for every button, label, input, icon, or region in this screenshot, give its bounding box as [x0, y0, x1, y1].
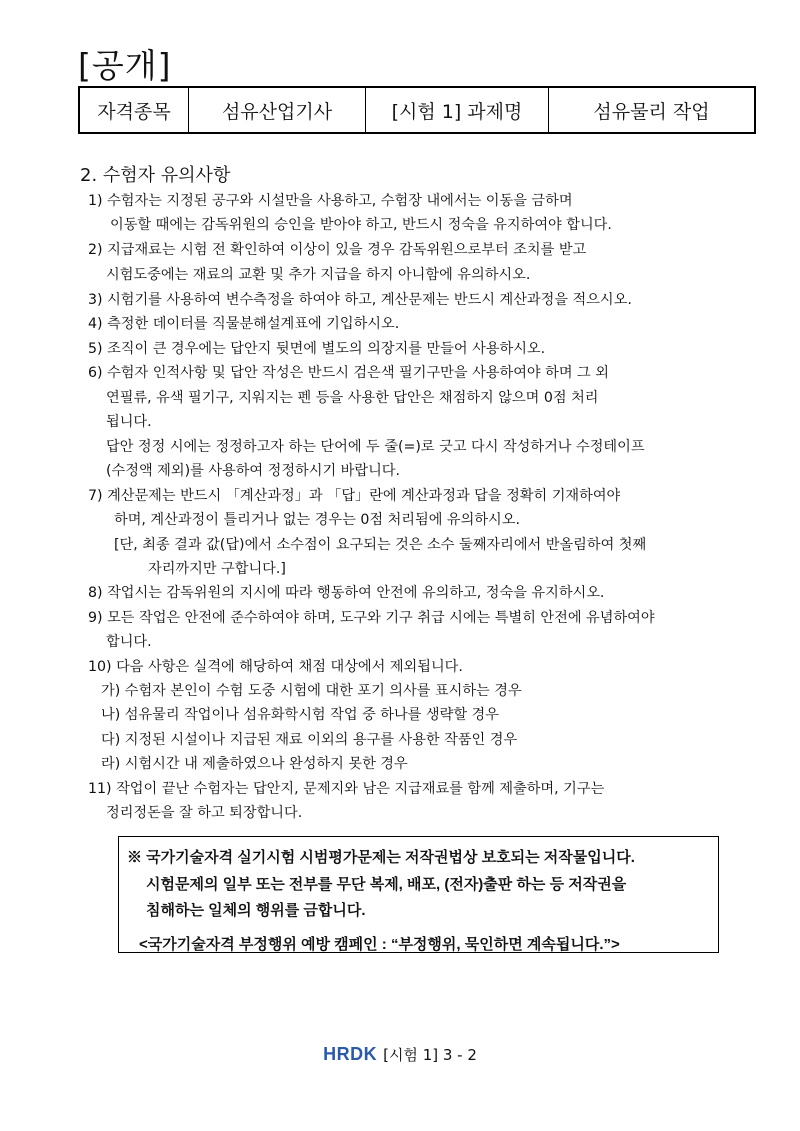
- notice-line: 11) 작업이 끝난 수험자는 답안지, 문제지와 남은 지급재료를 함께 제출하며, 기구는: [88, 781, 605, 797]
- notice-line: 시험도중에는 재료의 교환 및 추가 지급을 하지 아니함에 유의하시오.: [106, 267, 531, 283]
- copyright-notice-box: [118, 836, 719, 953]
- notice-line: 4) 측정한 데이터를 직물분해설계표에 기입하시오.: [88, 316, 400, 332]
- notice-line: 5) 조직이 큰 경우에는 답안지 뒷면에 별도의 의장지를 만들어 사용하시오.: [88, 341, 546, 357]
- hrdk-logo: HRDK: [323, 1044, 378, 1064]
- notice-line: 자리까지만 구합니다.]: [148, 561, 286, 577]
- publication-label: [공개]: [78, 46, 172, 85]
- notice-line: 6) 수험자 인적사항 및 답안 작성은 반드시 검은색 필기구만을 사용하여야 하며 그 외: [88, 365, 609, 381]
- notice-line: 정리정돈을 잘 하고 퇴장합니다.: [106, 805, 303, 821]
- notice-line: 10) 다음 사항은 실격에 해당하여 채점 대상에서 제외됩니다.: [88, 659, 463, 675]
- notice-line: 가) 수험자 본인이 수험 도중 시험에 대한 포기 의사를 표시하는 경우: [101, 683, 522, 699]
- notice-line: 라) 시험시간 내 제출하였으나 완성하지 못한 경우: [101, 756, 408, 772]
- notice-line: 다) 지정된 시설이나 지급된 재료 이외의 용구를 사용한 작품인 경우: [101, 732, 518, 748]
- section-title: 2. 수험자 유의사항: [80, 165, 231, 186]
- notice-line: 7) 계산문제는 반드시 「계산과정」과 「답」란에 계산과정과 답을 정확히 기재하여야: [88, 488, 621, 504]
- task-label: [시험 1] 과제명: [366, 87, 549, 133]
- notice-line: 하며, 계산과정이 틀리거나 없는 경우는 0점 처리됨에 유의하시오.: [114, 512, 520, 528]
- copyright-line: ※ 국가기술자격 실기시험 시범평가문제는 저작권법상 보호되는 저작물입니다.: [127, 849, 635, 866]
- notice-line: 이동할 때에는 감독위원의 승인을 받아야 하고, 반드시 정숙을 유지하여야 합니다.: [110, 217, 612, 233]
- exam-info-table: [78, 86, 756, 134]
- campaign-line: <국가기술자격 부정행위 예방 캠페인 : “부정행위, 묵인하면 계속됩니다.”>: [139, 936, 620, 953]
- notice-line: 연필류, 유색 필기구, 지워지는 펜 등을 사용한 답안은 채점하지 않으며 0점 처리: [106, 390, 599, 406]
- qualification-label: 자격종목: [79, 87, 189, 133]
- page-footer: [0, 1044, 800, 1065]
- copyright-line: 침해하는 일체의 행위를 금합니다.: [146, 902, 366, 919]
- notice-line: 9) 모든 작업은 안전에 준수하여야 하며, 도구와 기구 취급 시에는 특별히 안전에 유념하여야: [88, 610, 655, 626]
- notice-line: 3) 시험기를 사용하여 변수측정을 하여야 하고, 계산문제는 반드시 계산과정을 적으시오.: [88, 292, 632, 308]
- notice-line: 답안 정정 시에는 정정하고자 하는 단어에 두 줄(=)로 긋고 다시 작성하거나 수정테이프: [106, 439, 645, 455]
- notice-line: 합니다.: [106, 634, 152, 650]
- copyright-line: 시험문제의 일부 또는 전부를 무단 복제, 배포, (전자)출판 하는 등 저작권을: [146, 876, 627, 893]
- page-number: [시험 1] 3 - 2: [383, 1046, 477, 1064]
- notice-line: 8) 작업시는 감독위원의 지시에 따라 행동하여 안전에 유의하고, 정숙을 유지하시오.: [88, 585, 605, 601]
- qualification-value: 섬유산업기사: [189, 87, 366, 133]
- notice-line: 1) 수험자는 지정된 공구와 시설만을 사용하고, 수험장 내에서는 이동을 금하며: [88, 193, 573, 209]
- task-value: 섬유물리 작업: [549, 87, 756, 133]
- notice-line: [단, 최종 결과 값(답)에서 소수점이 요구되는 것은 소수 둘째자리에서 반올림하여 첫째: [114, 537, 647, 553]
- notice-line: (수정액 제외)를 사용하여 정정하시기 바랍니다.: [106, 463, 401, 479]
- notice-line: 나) 섬유물리 작업이나 섬유화학시험 작업 중 하나를 생략할 경우: [101, 707, 499, 723]
- notice-line: 2) 지급재료는 시험 전 확인하여 이상이 있을 경우 감독위원으로부터 조치를 받고: [88, 242, 587, 258]
- notice-line: 됩니다.: [106, 414, 152, 430]
